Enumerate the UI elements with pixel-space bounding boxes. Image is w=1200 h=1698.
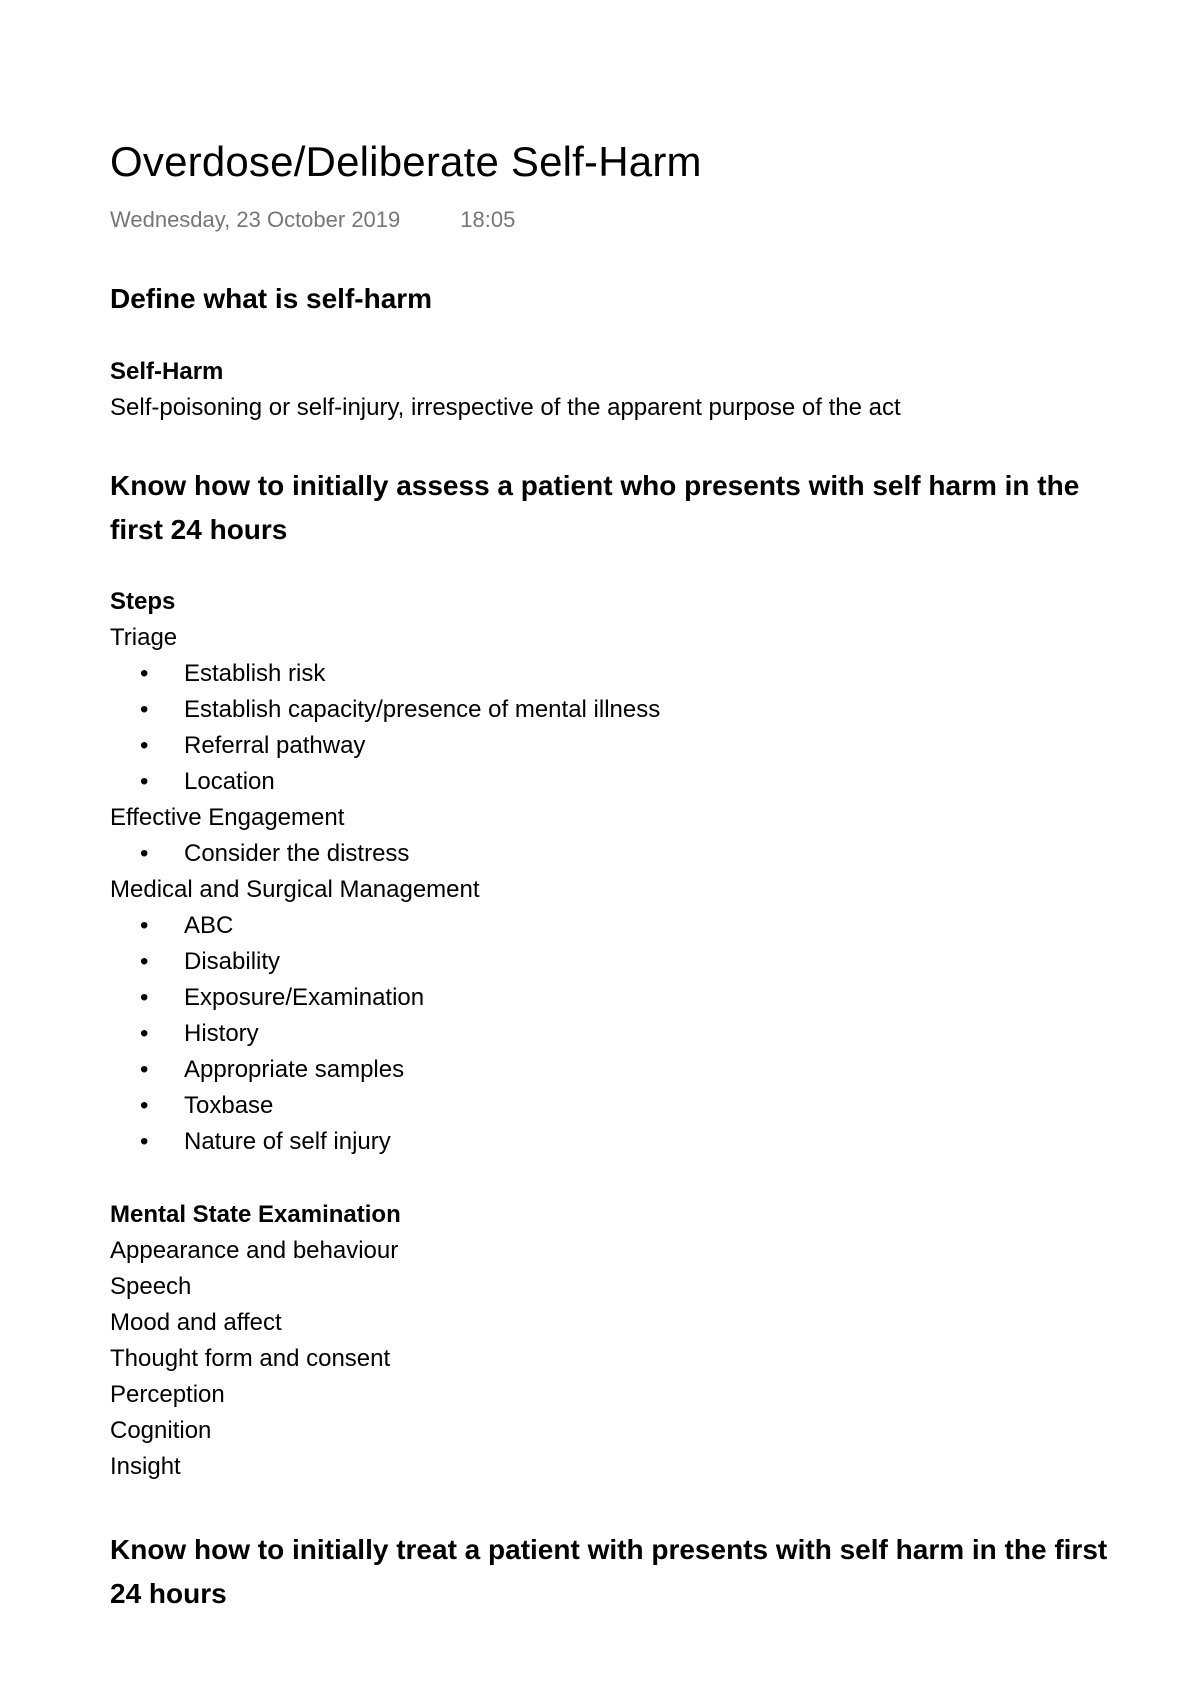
section-heading-assess: Know how to initially assess a patient who presents with self harm in the first 24 hours	[110, 470, 1080, 545]
mse-item: Appearance and behaviour	[110, 1237, 399, 1264]
note-date: Wednesday, 23 October 2019	[110, 207, 401, 232]
list-item: • Consider the distress	[110, 836, 1120, 872]
note-time: 18:05	[460, 207, 516, 232]
page-title: Overdose/Deliberate Self-Harm	[110, 138, 702, 185]
list-item: • History	[110, 1016, 1120, 1052]
list-item: • Establish risk	[110, 656, 1120, 692]
self-harm-label: Self-Harm	[110, 358, 224, 385]
list-item: • Toxbase	[110, 1088, 1120, 1124]
note-page	[110, 0, 1120, 1609]
mse-item: Speech	[110, 1273, 192, 1300]
section-heading-define: Define what is self-harm	[110, 283, 433, 314]
mse-label: Mental State Examination	[110, 1201, 401, 1228]
group-title-medical: Medical and Surgical Management	[110, 876, 480, 903]
list-item: • Location	[110, 764, 1120, 800]
list-item: • ABC	[110, 908, 1120, 944]
mse-block	[110, 1197, 1120, 1485]
list-item: • Establish capacity/presence of mental illness	[110, 692, 1120, 728]
medical-list	[110, 908, 1120, 1160]
self-harm-definition: Self-poisoning or self-injury, irrespective of the apparent purpose of the act	[110, 394, 901, 421]
mse-item: Mood and affect	[110, 1309, 282, 1336]
mse-item: Perception	[110, 1381, 225, 1408]
list-item: • Exposure/Examination	[110, 980, 1120, 1016]
steps-block	[110, 584, 1120, 1160]
mse-item: Insight	[110, 1453, 181, 1480]
group-title-engagement: Effective Engagement	[110, 804, 345, 831]
steps-label: Steps	[110, 588, 176, 615]
list-item: • Referral pathway	[110, 728, 1120, 764]
mse-item: Cognition	[110, 1417, 212, 1444]
list-item: • Disability	[110, 944, 1120, 980]
self-harm-definition-block	[110, 354, 1120, 426]
list-item: • Nature of self injury	[110, 1124, 1120, 1160]
triage-list	[110, 656, 1120, 800]
mse-item: Thought form and consent	[110, 1345, 391, 1372]
note-timestamp	[110, 207, 515, 233]
group-title-triage: Triage	[110, 624, 178, 651]
section-heading-treat: Know how to initially treat a patient with presents with self harm in the first 24 hours	[110, 1534, 1108, 1609]
list-item: • Appropriate samples	[110, 1052, 1120, 1088]
engagement-list	[110, 836, 1120, 872]
